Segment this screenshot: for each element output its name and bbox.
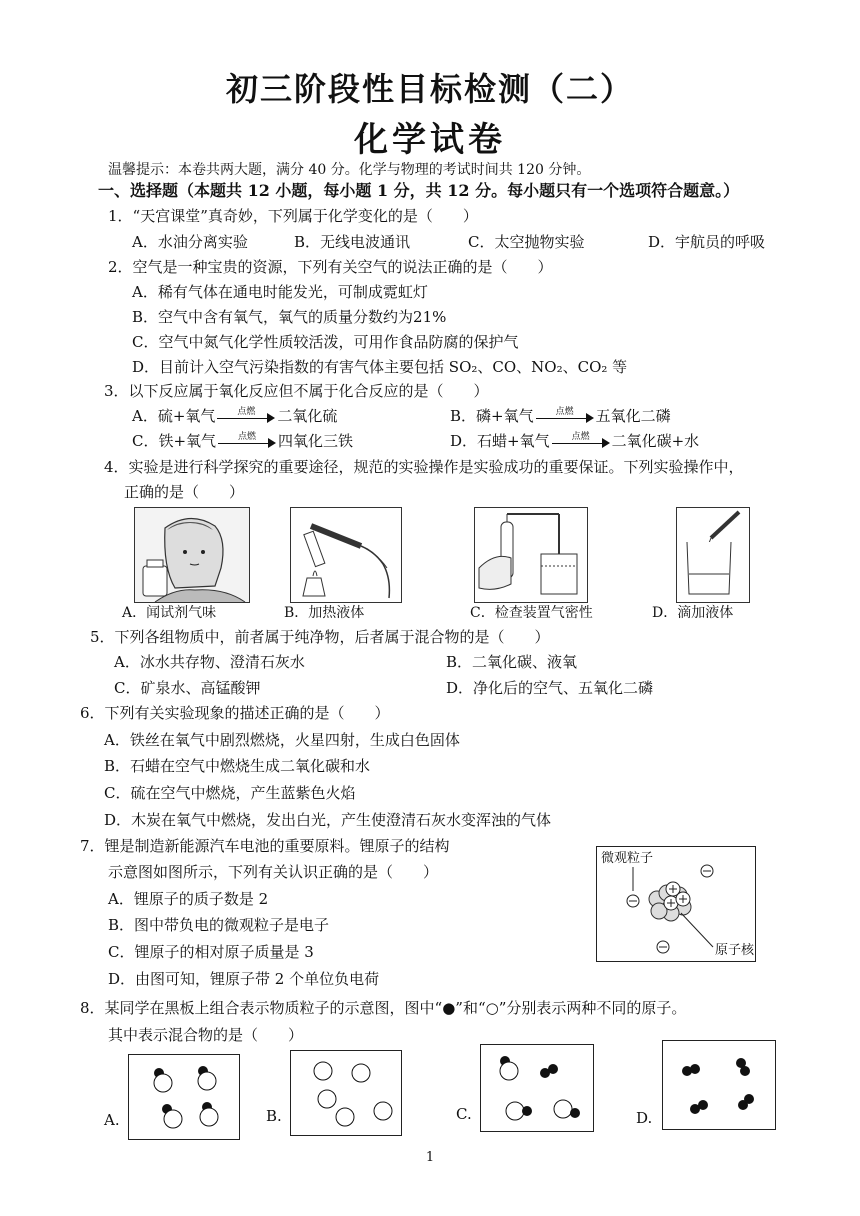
- q3-b-reactants: B．磷+氧气: [450, 407, 534, 425]
- q8-option-d: D.: [636, 1109, 653, 1127]
- q6-option-d: D．木炭在氧气中燃烧，发出白光，产生使澄清石灰水变浑浊的气体: [104, 811, 552, 829]
- q8-box-b: [290, 1050, 402, 1136]
- q5-option-a: A．冰水共存物、澄清石灰水: [114, 653, 305, 671]
- q7-option-a: A．锂原子的质子数是 2: [108, 890, 269, 908]
- airtightness-check-illustration: [474, 507, 588, 603]
- q7-option-b: B．图中带负电的微观粒子是电子: [108, 916, 330, 934]
- q3-c-products: 四氧化三铁: [278, 432, 354, 450]
- q3-d-products: 二氧化碳+水: [611, 432, 700, 450]
- q6-option-b: B．石蜡在空气中燃烧生成二氧化碳和水: [104, 757, 371, 775]
- q4-stem-line1: 4．实验是进行科学探究的重要途径，规范的实验操作是实验成功的重要保证。下列实验操作中，: [104, 458, 744, 476]
- q7-stem-line2: 示意图如图所示，下列有关认识正确的是（ ）: [108, 863, 439, 881]
- exam-subtitle: 化学试卷: [354, 120, 506, 160]
- nucleus-label: 原子核: [715, 943, 755, 958]
- q8-box-c: [480, 1044, 594, 1132]
- q2-stem: 2．空气是一种宝贵的资源，下列有关空气的说法正确的是（ ）: [108, 258, 553, 276]
- section-heading: 一、选择题（本题共 12 小题，每小题 1 分，共 12 分。每小题只有一个选项符合题意。）: [98, 181, 740, 200]
- q4-option-c: C．检查装置气密性: [470, 605, 593, 621]
- reaction-arrow-icon: 点燃: [217, 411, 275, 423]
- q6-option-c: C．硫在空气中燃烧，产生蓝紫色火焰: [104, 784, 356, 802]
- q3-d-reactants: D．石蜡+氧气: [450, 432, 550, 450]
- q3-option-b: [450, 406, 671, 426]
- q3-option-d: [450, 431, 699, 451]
- q8-box-a: [128, 1054, 240, 1140]
- q4-option-d: D．滴加液体: [652, 605, 734, 621]
- smell-reagent-illustration: [134, 507, 250, 603]
- q7-option-c: C．锂原子的相对原子质量是 3: [108, 943, 314, 961]
- heating-liquid-illustration: [290, 507, 402, 603]
- q3-a-reactants: A．硫+氧气: [132, 407, 216, 425]
- q5-option-c: C．矿泉水、高锰酸钾: [114, 679, 261, 697]
- q1-option-d: D．宇航员的呼吸: [648, 233, 766, 251]
- q3-option-c: [132, 431, 353, 451]
- q6-option-a: A．铁丝在氧气中剧烈燃烧，火星四射，生成白色固体: [104, 731, 460, 749]
- q1-stem: 1．“天宫课堂”真奇妙，下列属于化学变化的是（ ）: [108, 207, 478, 225]
- exam-title: 初三阶段性目标检测（二）: [225, 70, 634, 108]
- q2-option-d: D．目前计入空气污染指数的有害气体主要包括 SO₂、CO、NO₂、CO₂ 等: [132, 358, 628, 376]
- q2-option-c: C．空气中氮气化学性质较活泼，可用作食品防腐的保护气: [132, 333, 519, 351]
- reaction-arrow-icon: 点燃: [552, 436, 610, 448]
- q4-option-b: B．加热液体: [284, 605, 365, 621]
- reaction-arrow-icon: 点燃: [536, 411, 594, 423]
- particle-label: 微观粒子: [601, 851, 654, 866]
- q5-option-b: B．二氧化碳、液氧: [446, 653, 578, 671]
- q3-b-products: 五氧化二磷: [595, 407, 671, 425]
- reaction-arrow-icon: 点燃: [218, 436, 276, 448]
- q8-option-a: A.: [104, 1111, 120, 1129]
- exam-tip: 温馨提示：本卷共两大题，满分 40 分。化学与物理的考试时间共 120 分钟。: [108, 162, 591, 178]
- q2-option-b: B．空气中含有氧气，氧气的质量分数约为21%: [132, 308, 447, 326]
- q7-stem-line1: 7．锂是制造新能源汽车电池的重要原料。锂原子的结构: [80, 837, 450, 855]
- q1-option-a: A．水油分离实验: [132, 233, 248, 251]
- q8-option-c: C.: [456, 1105, 472, 1123]
- q1-option-c: C．太空抛物实验: [468, 233, 585, 251]
- q2-option-a: A．稀有气体在通电时能发光，可制成霓虹灯: [132, 283, 428, 301]
- lithium-atom-diagram: [596, 846, 756, 962]
- q7-option-d: D．由图可知，锂原子带 2 个单位负电荷: [108, 970, 380, 988]
- q4-option-a: A．闻试剂气味: [122, 605, 217, 621]
- q3-a-products: 二氧化硫: [277, 407, 338, 425]
- q8-box-d: [662, 1040, 776, 1130]
- q3-stem: 3．以下反应属于氧化反应但不属于化合反应的是（ ）: [104, 382, 489, 400]
- q5-stem: 5．下列各组物质中，前者属于纯净物，后者属于混合物的是（ ）: [90, 628, 550, 646]
- q1-option-b: B．无线电波通讯: [294, 233, 411, 251]
- q3-c-reactants: C．铁+氧气: [132, 432, 217, 450]
- dropping-liquid-illustration: [676, 507, 750, 603]
- q5-option-d: D．净化后的空气、五氧化二磷: [446, 679, 654, 697]
- q8-option-b: B.: [266, 1107, 282, 1125]
- q3-option-a: [132, 406, 337, 426]
- q8-stem-line1: 8．某同学在黑板上组合表示物质粒子的示意图，图中“●”和“○”分别表示两种不同的原子。: [80, 999, 687, 1017]
- page-number: 1: [425, 1150, 435, 1165]
- q6-stem: 6．下列有关实验现象的描述正确的是（ ）: [80, 704, 390, 722]
- q8-stem-line2: 其中表示混合物的是（ ）: [108, 1026, 304, 1044]
- q4-stem-line2: 正确的是（ ）: [124, 483, 245, 501]
